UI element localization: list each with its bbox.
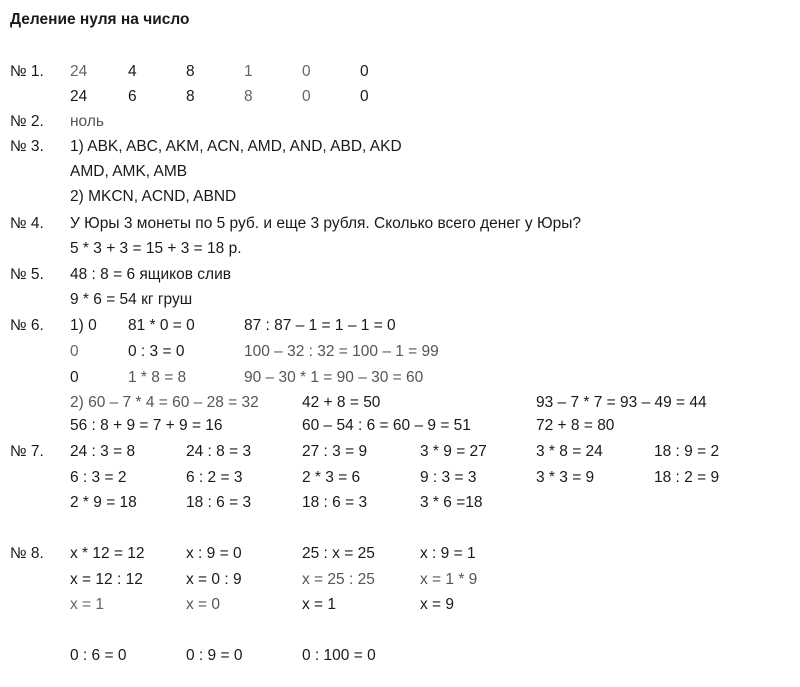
t6-p2-c1-r2: 56 : 8 + 9 = 7 + 9 = 16 bbox=[70, 417, 223, 434]
t6-p2-c1-r1: 2) 60 – 7 * 4 = 60 – 28 = 32 bbox=[70, 394, 259, 411]
t6-p2-c3-r1: 93 – 7 * 7 = 93 – 49 = 44 bbox=[536, 394, 707, 411]
t1-r1-c3: 8 bbox=[186, 63, 195, 80]
t1-r2-c4: 8 bbox=[244, 88, 253, 105]
t3-line-3: 2) MKCN, ACND, ABND bbox=[70, 188, 237, 205]
t8-r1-c3: 25 : x = 25 bbox=[302, 545, 375, 562]
t8-r1-c1: x * 12 = 12 bbox=[70, 545, 145, 562]
t7-r1-c2: 24 : 8 = 3 bbox=[186, 443, 252, 460]
t7-r1-c4: 3 * 9 = 27 bbox=[420, 443, 487, 460]
t6-p1-c3-r1: 87 : 87 – 1 = 1 – 1 = 0 bbox=[244, 317, 396, 334]
t8-r3-c3: x = 1 bbox=[302, 596, 337, 613]
t1-r1-c6: 0 bbox=[360, 63, 369, 80]
task-5-label: № 5. bbox=[10, 266, 44, 283]
t2-answer: ноль bbox=[70, 113, 104, 130]
t1-r1-c5: 0 bbox=[302, 63, 311, 80]
t8-r3-c4: x = 9 bbox=[420, 596, 455, 613]
t6-p1-c2-r3: 1 * 8 = 8 bbox=[128, 369, 187, 386]
t8-r2-c2: x = 0 : 9 bbox=[186, 571, 242, 588]
t6-p2-c2-r2: 60 – 54 : 6 = 60 – 9 = 51 bbox=[302, 417, 471, 434]
t8-r2-c1: x = 12 : 12 bbox=[70, 571, 143, 588]
t7-r2-c6: 18 : 2 = 9 bbox=[654, 469, 720, 486]
t6-p2-c3-r2: 72 + 8 = 80 bbox=[536, 417, 615, 434]
t7-r3-c1: 2 * 9 = 18 bbox=[70, 494, 137, 511]
t1-r1-c1: 24 bbox=[70, 63, 88, 80]
t1-r2-c5: 0 bbox=[302, 88, 311, 105]
task-6-label: № 6. bbox=[10, 317, 44, 334]
t4-line-1: У Юры 3 монеты по 5 руб. и еще 3 рубля. Сколько всего денег у Юры? bbox=[70, 215, 582, 232]
t5-line-1: 48 : 8 = 6 ящиков слив bbox=[70, 266, 231, 283]
t1-r2-c3: 8 bbox=[186, 88, 195, 105]
t8-extra-2: 0 : 9 = 0 bbox=[186, 647, 243, 664]
t7-r1-c5: 3 * 8 = 24 bbox=[536, 443, 603, 460]
t4-line-2: 5 * 3 + 3 = 15 + 3 = 18 р. bbox=[70, 240, 242, 257]
t1-r1-c2: 4 bbox=[128, 63, 137, 80]
t8-r1-c2: x : 9 = 0 bbox=[186, 545, 242, 562]
t7-r2-c1: 6 : 3 = 2 bbox=[70, 469, 127, 486]
t7-r2-c2: 6 : 2 = 3 bbox=[186, 469, 243, 486]
t8-r3-c2: x = 0 bbox=[186, 596, 221, 613]
t7-r2-c3: 2 * 3 = 6 bbox=[302, 469, 361, 486]
t1-r2-c6: 0 bbox=[360, 88, 369, 105]
t3-line-1: 1) ABK, ABC, AKM, ACN, AMD, AND, ABD, AKD bbox=[70, 138, 402, 155]
t7-r3-c4: 3 * 6 =18 bbox=[420, 494, 483, 511]
t6-p1-c3-r3: 90 – 30 * 1 = 90 – 30 = 60 bbox=[244, 369, 424, 386]
t1-r2-c2: 6 bbox=[128, 88, 137, 105]
t6-p1-c1-r2: 0 bbox=[70, 343, 79, 360]
t5-line-2: 9 * 6 = 54 кг груш bbox=[70, 291, 193, 308]
t6-p1-c1-r3: 0 bbox=[70, 369, 79, 386]
t6-p1-c1-r1: 1) 0 bbox=[70, 317, 97, 334]
t7-r1-c3: 27 : 3 = 9 bbox=[302, 443, 368, 460]
t8-extra-3: 0 : 100 = 0 bbox=[302, 647, 376, 664]
t8-extra-1: 0 : 6 = 0 bbox=[70, 647, 127, 664]
task-7-label: № 7. bbox=[10, 443, 44, 460]
t8-r2-c4: x = 1 * 9 bbox=[420, 571, 478, 588]
t6-p1-c2-r1: 81 * 0 = 0 bbox=[128, 317, 195, 334]
t7-r2-c4: 9 : 3 = 3 bbox=[420, 469, 477, 486]
t6-p1-c3-r2: 100 – 32 : 32 = 100 – 1 = 99 bbox=[244, 343, 439, 360]
t3-line-2: AMD, AMK, AMB bbox=[70, 163, 188, 180]
t8-r1-c4: x : 9 = 1 bbox=[420, 545, 476, 562]
t7-r2-c5: 3 * 3 = 9 bbox=[536, 469, 595, 486]
t6-p1-c2-r2: 0 : 3 = 0 bbox=[128, 343, 185, 360]
task-2-label: № 2. bbox=[10, 113, 44, 130]
page-title: Деление нуля на число bbox=[10, 11, 190, 28]
t8-r2-c3: x = 25 : 25 bbox=[302, 571, 375, 588]
t7-r1-c6: 18 : 9 = 2 bbox=[654, 443, 720, 460]
t8-r3-c1: x = 1 bbox=[70, 596, 105, 613]
t6-p2-c2-r1: 42 + 8 = 50 bbox=[302, 394, 381, 411]
task-1-label: № 1. bbox=[10, 63, 44, 80]
t1-r2-c1: 24 bbox=[70, 88, 88, 105]
t7-r1-c1: 24 : 3 = 8 bbox=[70, 443, 136, 460]
t1-r1-c4: 1 bbox=[244, 63, 253, 80]
task-3-label: № 3. bbox=[10, 138, 44, 155]
task-8-label: № 8. bbox=[10, 545, 44, 562]
t7-r3-c3: 18 : 6 = 3 bbox=[302, 494, 368, 511]
task-4-label: № 4. bbox=[10, 215, 44, 232]
t7-r3-c2: 18 : 6 = 3 bbox=[186, 494, 252, 511]
